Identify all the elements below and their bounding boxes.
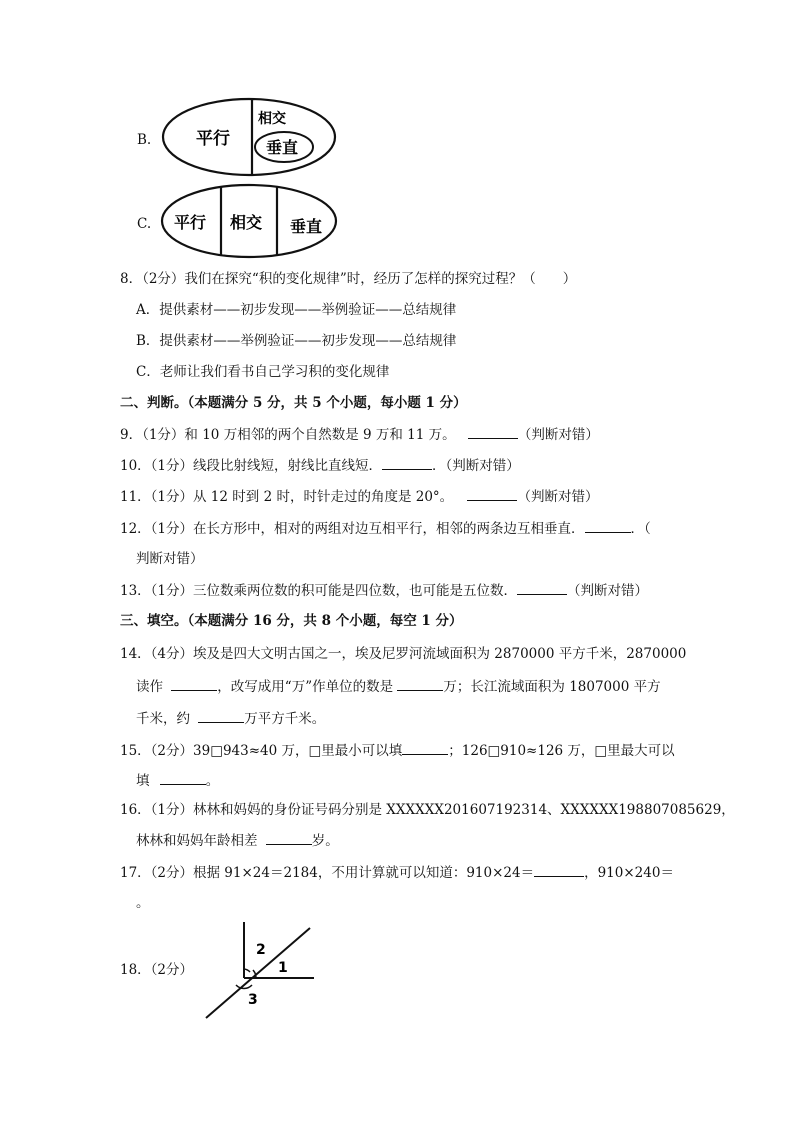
q11-suffix: （判断对错） — [517, 489, 599, 505]
q11 — [120, 486, 598, 507]
q14-blank-3[interactable] — [198, 708, 244, 723]
q15-line1b: ；126□910≈126 万，□里最大可以 — [448, 743, 675, 759]
q17-line1 — [120, 862, 674, 883]
section-2-title: 二、判断。（本题满分 5 分，共 5 个小题，每小题 1 分） — [120, 395, 467, 411]
label-intersect: 相交 — [230, 213, 263, 232]
q15-line1 — [120, 740, 675, 761]
q12-suffix: ．（ — [630, 521, 651, 537]
q8-stem: 8．（2分）我们在探究“积的变化规律”时，经历了怎样的探究过程？（ ） — [120, 271, 577, 287]
section-3-title: 三、填空。（本题满分 16 分，共 8 个小题，每空 1 分） — [120, 613, 463, 629]
q18-stem: 18．（2分） — [120, 962, 194, 978]
q14-line3 — [136, 708, 325, 729]
q13-suffix: （判断对错） — [567, 583, 649, 599]
label-parallel: 平行 — [174, 213, 207, 232]
q10-suffix: ．（判断对错） — [432, 458, 520, 474]
q13-answer-blank[interactable] — [517, 580, 567, 595]
q12 — [120, 518, 651, 539]
q14-line2a: 读作 — [136, 679, 163, 695]
q17-line2: 。 — [136, 895, 150, 911]
outer-ellipse — [163, 99, 335, 175]
q9-text: 9．（1分）和 10 万相邻的两个自然数是 9 万和 11 万。 — [120, 427, 456, 443]
q15-blank-1[interactable] — [402, 740, 448, 755]
label-perpendicular: 垂直 — [290, 217, 323, 236]
option-b-letter: B. — [137, 132, 152, 148]
label-perpendicular: 垂直 — [266, 138, 299, 157]
q16-line2 — [136, 830, 339, 851]
q10-text: 10．（1分）线段比射线短，射线比直线短． — [120, 458, 383, 474]
q14-line2 — [136, 676, 661, 697]
q8-option-a: A．提供素材——初步发现——举例验证——总结规律 — [136, 302, 457, 318]
q15-line2 — [136, 770, 219, 791]
q11-answer-blank[interactable] — [467, 486, 517, 501]
q9 — [120, 424, 599, 445]
q8-option-b: B．提供素材——举例验证——初步发现——总结规律 — [136, 333, 457, 349]
option-b-venn-figure — [160, 95, 340, 181]
q17-line1b: ，910×240＝ — [584, 865, 674, 881]
q12-line2: 判断对错） — [136, 551, 204, 567]
q11-text: 11．（1分）从 12 时到 2 时，时针走过的角度是 20°。 — [120, 489, 454, 505]
q16-line1: 16．（1分）林林和妈妈的身份证号码分别是 XXXXXX201607192314、XXXXXX198807085629， — [120, 802, 735, 818]
q15-line2b: 。 — [205, 773, 220, 789]
q12-text: 12．（1分）在长方形中，相对的两组对边互相平行，相邻的两条边互相垂直． — [120, 521, 585, 537]
q9-answer-blank[interactable] — [468, 424, 518, 439]
option-c-venn-figure — [160, 182, 340, 260]
q16-line2b: 岁。 — [311, 833, 339, 849]
q16-line2a: 林林和妈妈年龄相差 — [136, 833, 258, 849]
q14-line2c: 万；长江流域面积为 1807000 平方 — [443, 679, 661, 695]
label-parallel: 平行 — [196, 129, 230, 149]
q12-answer-blank[interactable] — [585, 518, 631, 533]
q14-line1: 14．（4分）埃及是四大文明古国之一，埃及尼罗河流域面积为 2870000 平方千米，2870000 — [120, 646, 687, 662]
q17-blank-1[interactable] — [534, 862, 584, 877]
label-intersect: 相交 — [258, 111, 286, 127]
q13-text: 13．（1分）三位数乘两位数的积可能是四位数，也可能是五位数． — [120, 583, 518, 599]
q14-line3a: 千米，约 — [136, 711, 190, 727]
angle-label-3: 3 — [248, 992, 258, 1008]
q8-option-c: C．老师让我们看书自己学习积的变化规律 — [136, 364, 390, 380]
q15-blank-2[interactable] — [160, 770, 206, 785]
option-c-letter: C. — [137, 216, 152, 232]
q10-answer-blank[interactable] — [382, 455, 432, 470]
q14-line3b: 万平方千米。 — [244, 711, 326, 727]
q9-suffix: （判断对错） — [517, 427, 599, 443]
q15-line1a: 15．（2分）39□943≈40 万，□里最小可以填 — [120, 743, 403, 759]
q16-blank[interactable] — [266, 830, 312, 845]
angle-label-1: 1 — [278, 960, 288, 976]
q17-line1a: 17．（2分）根据 91×24＝2184，不用计算就可以知道：910×24＝ — [120, 865, 535, 881]
q14-line2b: ，改写成用“万”作单位的数是 — [217, 679, 394, 695]
q14-blank-2[interactable] — [397, 676, 443, 691]
angle-label-2: 2 — [256, 942, 266, 958]
q13 — [120, 580, 648, 601]
q14-blank-1[interactable] — [171, 676, 217, 691]
q10 — [120, 455, 520, 476]
q18-angle-figure — [198, 918, 318, 1022]
q15-line2a: 填 — [136, 773, 150, 789]
